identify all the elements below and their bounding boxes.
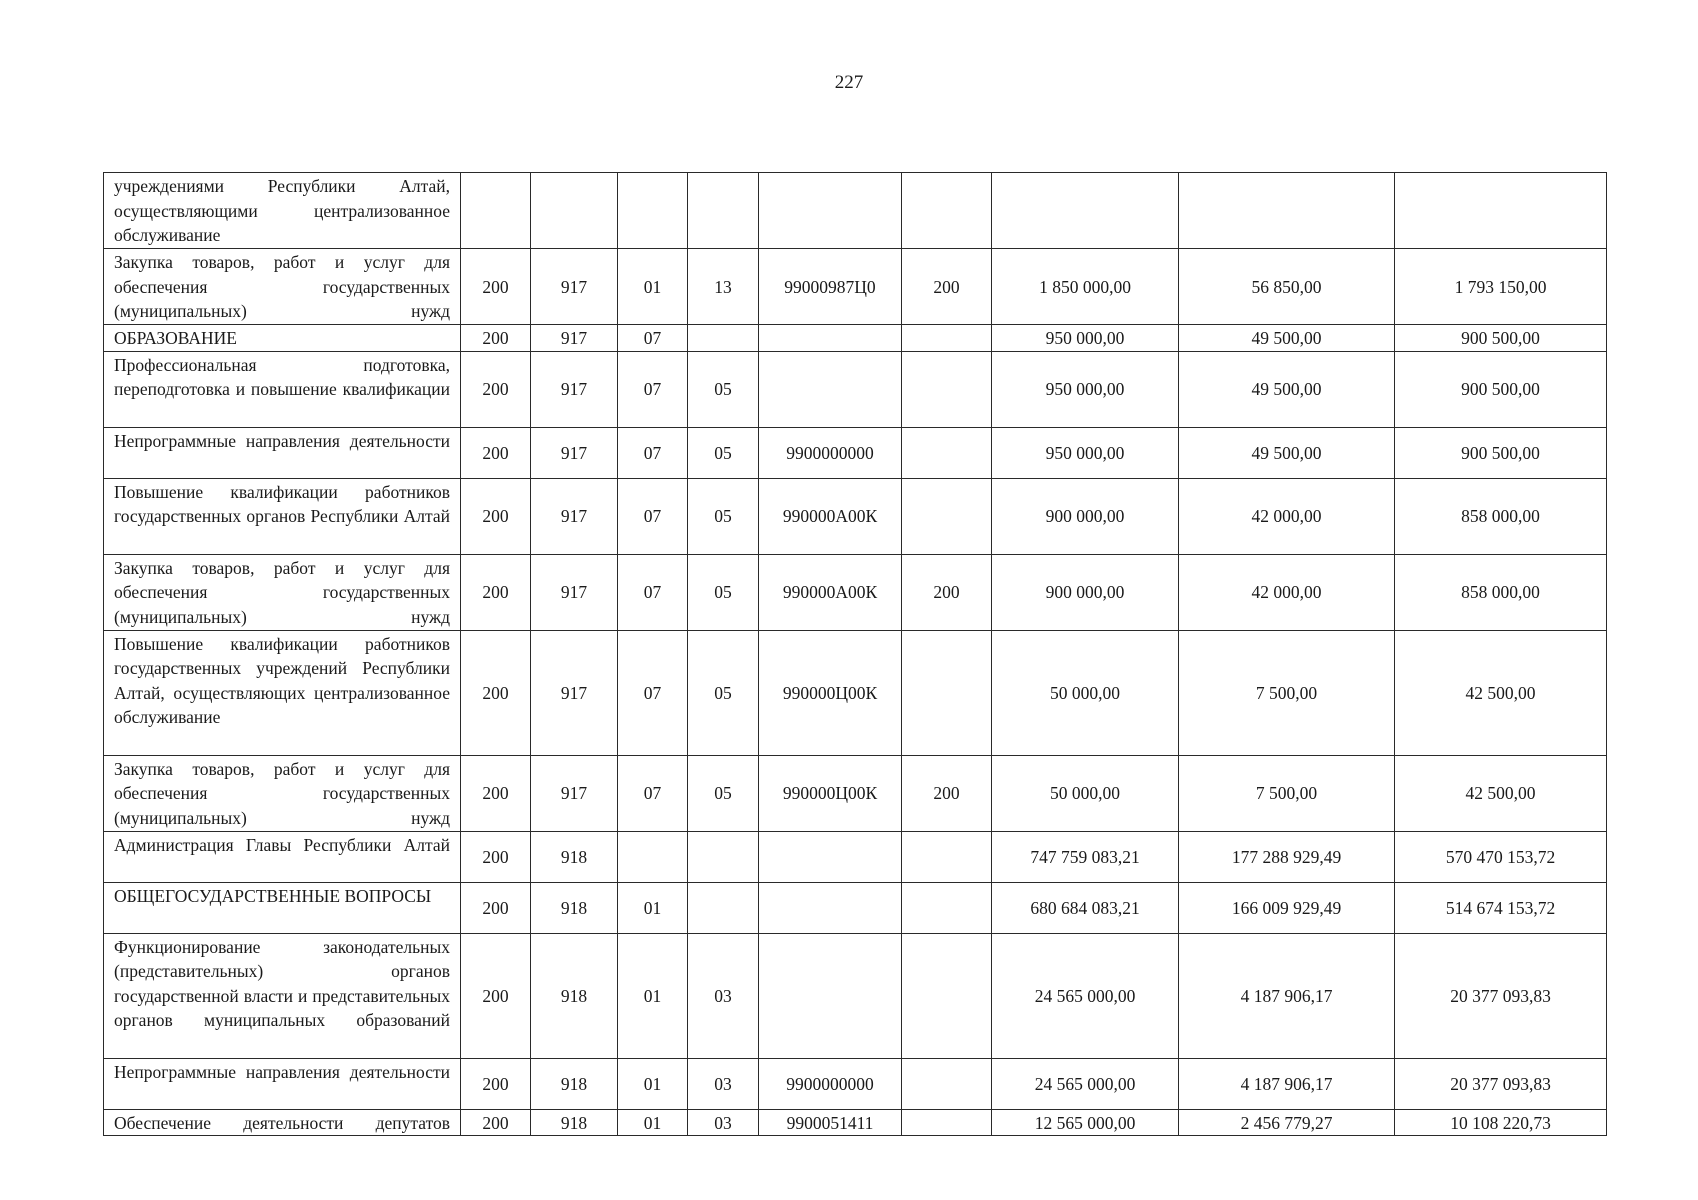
cell-c7: 680 684 083,21 <box>992 882 1179 933</box>
row-name: учреждениями Республики Алтай, осуществляющими централизованное обслуживание <box>104 173 461 249</box>
cell-c4: 05 <box>688 755 759 831</box>
row-name: Непрограммные направления деятельности <box>104 427 461 478</box>
cell-c7: 950 000,00 <box>992 325 1179 352</box>
cell-c5 <box>759 325 902 352</box>
cell-c8: 177 288 929,49 <box>1179 831 1395 882</box>
cell-c3: 01 <box>618 882 688 933</box>
cell-c9: 514 674 153,72 <box>1395 882 1607 933</box>
cell-c2: 917 <box>531 478 618 554</box>
cell-c8: 4 187 906,17 <box>1179 1058 1395 1109</box>
cell-c1: 200 <box>461 831 531 882</box>
cell-c9: 858 000,00 <box>1395 478 1607 554</box>
cell-c3: 07 <box>618 478 688 554</box>
cell-c2: 918 <box>531 933 618 1058</box>
cell-c4 <box>688 831 759 882</box>
cell-c7: 24 565 000,00 <box>992 933 1179 1058</box>
cell-c4: 05 <box>688 351 759 427</box>
cell-c2: 917 <box>531 351 618 427</box>
cell-c6 <box>902 882 992 933</box>
cell-c8: 2 456 779,27 <box>1179 1109 1395 1136</box>
cell-c8: 56 850,00 <box>1179 249 1395 325</box>
cell-c7 <box>992 173 1179 249</box>
cell-c9: 20 377 093,83 <box>1395 1058 1607 1109</box>
cell-c5: 99000987Ц0 <box>759 249 902 325</box>
cell-c9: 900 500,00 <box>1395 427 1607 478</box>
cell-c4: 13 <box>688 249 759 325</box>
row-name: ОБЩЕГОСУДАРСТВЕННЫЕ ВОПРОСЫ <box>104 882 461 933</box>
cell-c9: 42 500,00 <box>1395 755 1607 831</box>
table-row <box>104 882 1607 933</box>
table-row <box>104 933 1607 1058</box>
table-row <box>104 351 1607 427</box>
table-row <box>104 554 1607 630</box>
cell-c2: 918 <box>531 1109 618 1136</box>
table-row <box>104 249 1607 325</box>
cell-c7: 950 000,00 <box>992 427 1179 478</box>
cell-c8: 42 000,00 <box>1179 554 1395 630</box>
cell-c1: 200 <box>461 1109 531 1136</box>
cell-c7: 1 850 000,00 <box>992 249 1179 325</box>
table-row <box>104 630 1607 755</box>
cell-c1: 200 <box>461 554 531 630</box>
cell-c9: 20 377 093,83 <box>1395 933 1607 1058</box>
row-name: Закупка товаров, работ и услуг для обеспечения государственных (муниципальных) нужд <box>104 249 461 325</box>
cell-c5 <box>759 933 902 1058</box>
cell-c5: 990000А00К <box>759 554 902 630</box>
cell-c4: 03 <box>688 933 759 1058</box>
cell-c4: 05 <box>688 630 759 755</box>
row-name: Непрограммные направления деятельности <box>104 1058 461 1109</box>
cell-c6 <box>902 325 992 352</box>
cell-c4: 05 <box>688 427 759 478</box>
cell-c8 <box>1179 173 1395 249</box>
cell-c9: 10 108 220,73 <box>1395 1109 1607 1136</box>
cell-c3: 07 <box>618 755 688 831</box>
table-row <box>104 1058 1607 1109</box>
cell-c3: 07 <box>618 427 688 478</box>
table-row <box>104 173 1607 249</box>
cell-c2: 918 <box>531 831 618 882</box>
cell-c9: 900 500,00 <box>1395 325 1607 352</box>
cell-c1: 200 <box>461 1058 531 1109</box>
cell-c9 <box>1395 173 1607 249</box>
cell-c3 <box>618 831 688 882</box>
cell-c3 <box>618 173 688 249</box>
cell-c7: 900 000,00 <box>992 554 1179 630</box>
cell-c6: 200 <box>902 249 992 325</box>
cell-c1: 200 <box>461 933 531 1058</box>
cell-c1: 200 <box>461 249 531 325</box>
cell-c8: 4 187 906,17 <box>1179 933 1395 1058</box>
cell-c4: 05 <box>688 478 759 554</box>
row-name: Обеспечение деятельности депутатов <box>104 1109 461 1136</box>
cell-c7: 900 000,00 <box>992 478 1179 554</box>
cell-c6 <box>902 351 992 427</box>
cell-c5: 990000Ц00К <box>759 630 902 755</box>
row-name: Закупка товаров, работ и услуг для обеспечения государственных (муниципальных) нужд <box>104 554 461 630</box>
cell-c4 <box>688 173 759 249</box>
cell-c5 <box>759 351 902 427</box>
cell-c5 <box>759 831 902 882</box>
cell-c3: 01 <box>618 933 688 1058</box>
table-row <box>104 755 1607 831</box>
table-row <box>104 1109 1607 1136</box>
cell-c3: 01 <box>618 1109 688 1136</box>
cell-c6 <box>902 831 992 882</box>
cell-c1: 200 <box>461 755 531 831</box>
table-row <box>104 478 1607 554</box>
cell-c7: 747 759 083,21 <box>992 831 1179 882</box>
cell-c8: 49 500,00 <box>1179 351 1395 427</box>
cell-c5 <box>759 173 902 249</box>
table-row <box>104 427 1607 478</box>
cell-c2: 918 <box>531 882 618 933</box>
cell-c2: 917 <box>531 630 618 755</box>
cell-c6 <box>902 630 992 755</box>
cell-c4 <box>688 882 759 933</box>
cell-c7: 12 565 000,00 <box>992 1109 1179 1136</box>
cell-c2: 917 <box>531 755 618 831</box>
cell-c4: 03 <box>688 1109 759 1136</box>
cell-c9: 570 470 153,72 <box>1395 831 1607 882</box>
cell-c5: 9900000000 <box>759 427 902 478</box>
row-name: Функционирование законодательных (представительных) органов государственной власти и представительных органов муниципальных образований <box>104 933 461 1058</box>
table-row <box>104 325 1607 352</box>
cell-c5: 990000Ц00К <box>759 755 902 831</box>
cell-c2: 917 <box>531 325 618 352</box>
cell-c4: 05 <box>688 554 759 630</box>
cell-c8: 49 500,00 <box>1179 427 1395 478</box>
cell-c1: 200 <box>461 478 531 554</box>
cell-c6 <box>902 1058 992 1109</box>
cell-c9: 42 500,00 <box>1395 630 1607 755</box>
cell-c3: 07 <box>618 554 688 630</box>
cell-c1 <box>461 173 531 249</box>
cell-c5: 990000А00К <box>759 478 902 554</box>
cell-c2: 917 <box>531 554 618 630</box>
cell-c7: 50 000,00 <box>992 755 1179 831</box>
cell-c6 <box>902 478 992 554</box>
cell-c7: 950 000,00 <box>992 351 1179 427</box>
cell-c6: 200 <box>902 755 992 831</box>
cell-c3: 07 <box>618 351 688 427</box>
cell-c3: 01 <box>618 1058 688 1109</box>
cell-c4 <box>688 325 759 352</box>
cell-c1: 200 <box>461 630 531 755</box>
cell-c1: 200 <box>461 351 531 427</box>
cell-c2: 917 <box>531 427 618 478</box>
cell-c8: 49 500,00 <box>1179 325 1395 352</box>
cell-c9: 1 793 150,00 <box>1395 249 1607 325</box>
cell-c6 <box>902 427 992 478</box>
cell-c9: 900 500,00 <box>1395 351 1607 427</box>
row-name: Администрация Главы Республики Алтай <box>104 831 461 882</box>
cell-c7: 24 565 000,00 <box>992 1058 1179 1109</box>
row-name: Повышение квалификации работников государственных учреждений Республики Алтай, осуществляющих централизованное обслуживание <box>104 630 461 755</box>
cell-c6 <box>902 173 992 249</box>
cell-c2: 918 <box>531 1058 618 1109</box>
cell-c2: 917 <box>531 249 618 325</box>
cell-c1: 200 <box>461 325 531 352</box>
cell-c6: 200 <box>902 554 992 630</box>
cell-c6 <box>902 1109 992 1136</box>
cell-c5 <box>759 882 902 933</box>
cell-c5: 9900051411 <box>759 1109 902 1136</box>
cell-c6 <box>902 933 992 1058</box>
row-name: Профессиональная подготовка, переподготовка и повышение квалификации <box>104 351 461 427</box>
cell-c4: 03 <box>688 1058 759 1109</box>
cell-c2 <box>531 173 618 249</box>
row-name: Закупка товаров, работ и услуг для обеспечения государственных (муниципальных) нужд <box>104 755 461 831</box>
page-number: 227 <box>834 72 864 93</box>
budget-table <box>103 172 1607 1136</box>
cell-c3: 07 <box>618 630 688 755</box>
cell-c5: 9900000000 <box>759 1058 902 1109</box>
cell-c8: 7 500,00 <box>1179 630 1395 755</box>
cell-c7: 50 000,00 <box>992 630 1179 755</box>
cell-c9: 858 000,00 <box>1395 554 1607 630</box>
cell-c8: 7 500,00 <box>1179 755 1395 831</box>
cell-c1: 200 <box>461 882 531 933</box>
cell-c1: 200 <box>461 427 531 478</box>
cell-c3: 01 <box>618 249 688 325</box>
row-name: Повышение квалификации работников государственных органов Республики Алтай <box>104 478 461 554</box>
cell-c8: 42 000,00 <box>1179 478 1395 554</box>
cell-c3: 07 <box>618 325 688 352</box>
table-row <box>104 831 1607 882</box>
row-name: ОБРАЗОВАНИЕ <box>104 325 461 352</box>
cell-c8: 166 009 929,49 <box>1179 882 1395 933</box>
